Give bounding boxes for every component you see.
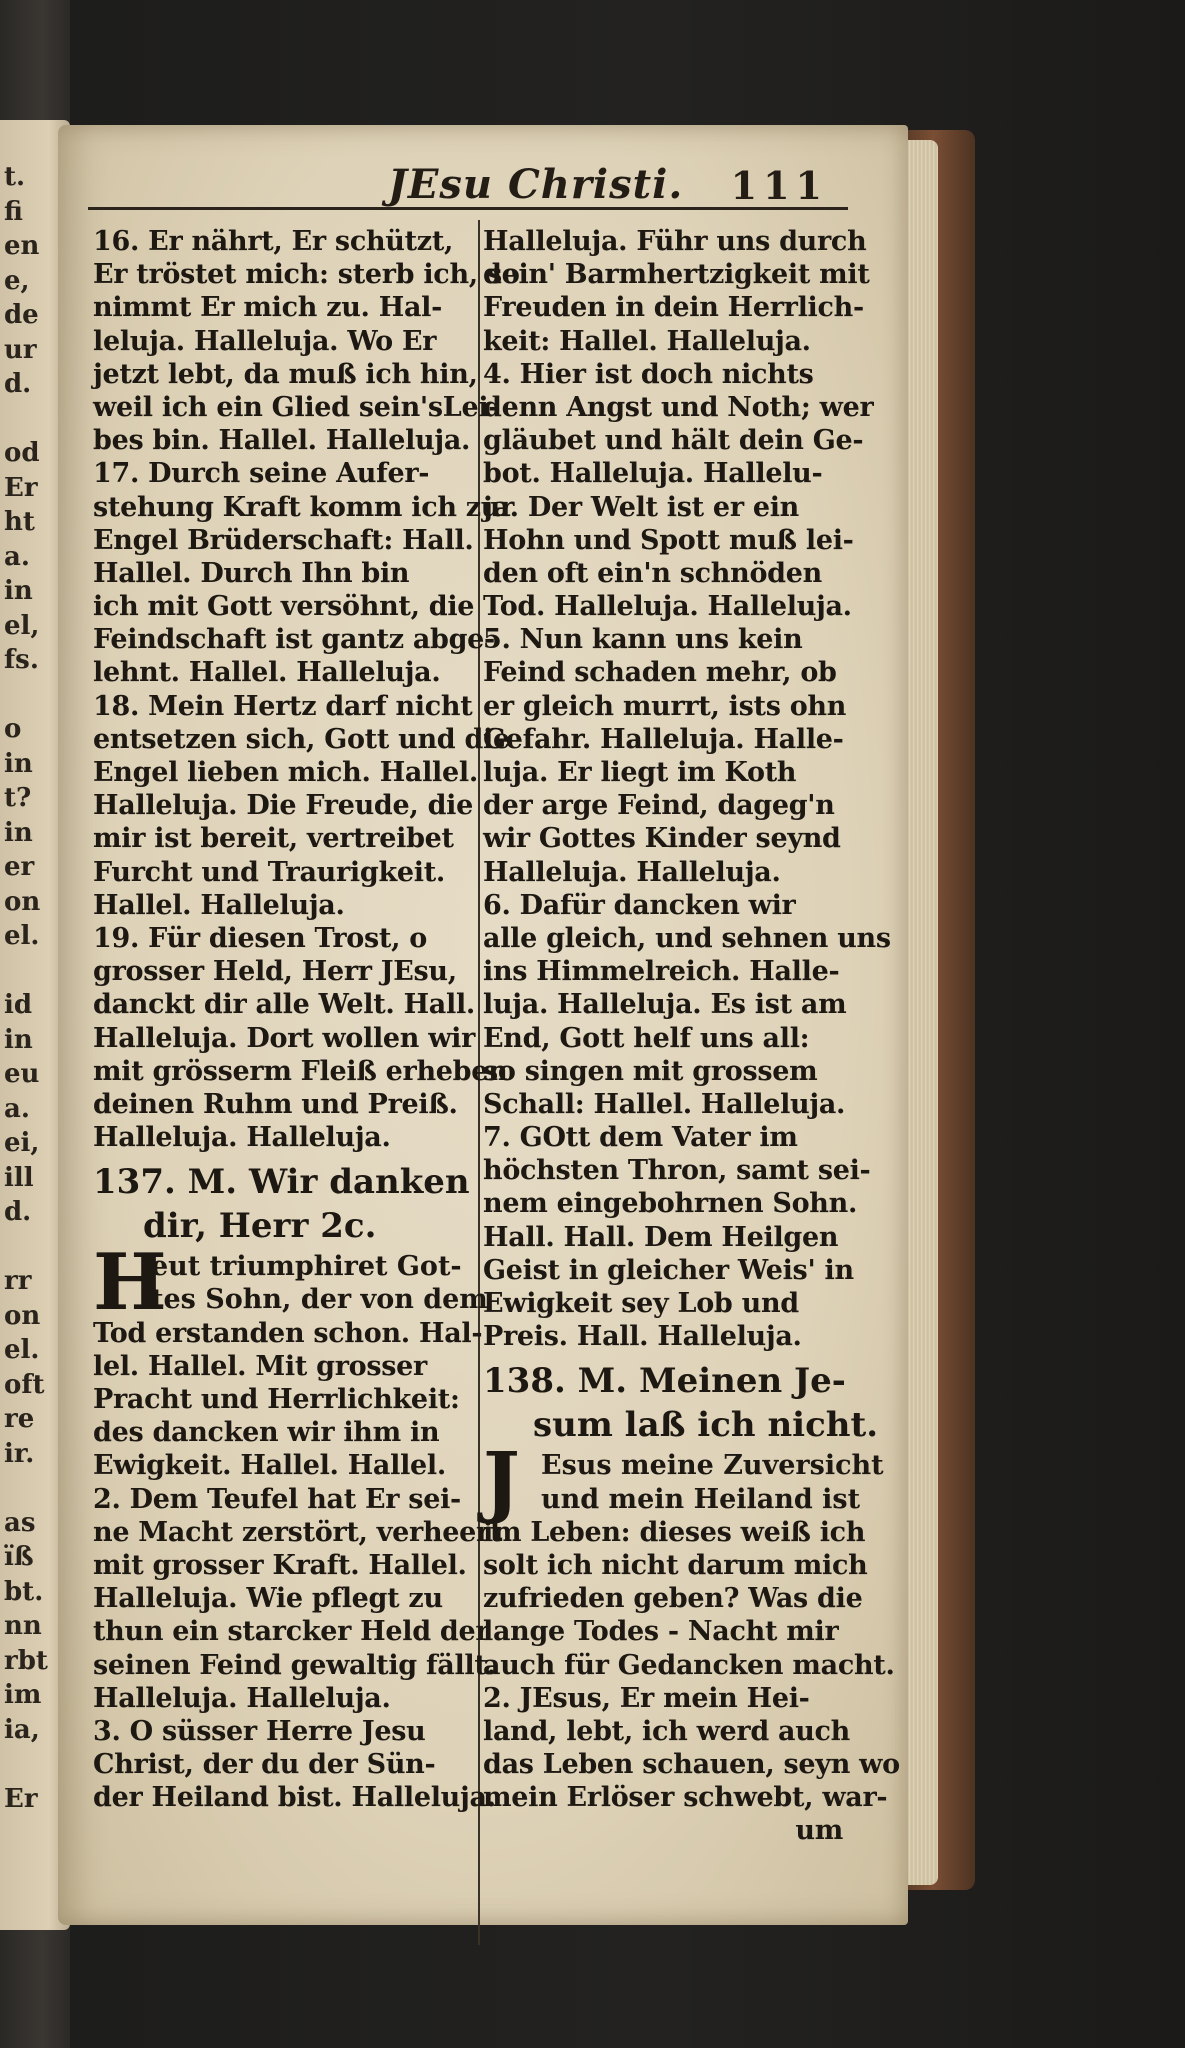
text-line: 6. Dafür dancken wir bbox=[483, 889, 796, 921]
text-line: Christ, der du der Sün- bbox=[93, 1749, 436, 1781]
text-line: stehung Kraft komm ich zur bbox=[93, 491, 515, 523]
text-line: land, lebt, ich werd auch bbox=[483, 1715, 850, 1747]
text-line: ins Himmelreich. Halle- bbox=[483, 956, 840, 988]
left-page-fragment: ht bbox=[4, 507, 35, 537]
text-line: ja. Der Welt ist er ein bbox=[483, 491, 800, 523]
drop-cap: J bbox=[483, 1436, 520, 1528]
left-page-fragment: im bbox=[4, 1680, 42, 1710]
text-line: leluja. Halleluja. Wo Er bbox=[93, 325, 437, 357]
left-page-fragment: t. bbox=[4, 162, 26, 192]
text-line: mein Erlöser schwebt, war- bbox=[483, 1782, 888, 1814]
text-line: 17. Durch seine Aufer- bbox=[93, 458, 430, 490]
text-line: tes Sohn, der von dem bbox=[151, 1284, 488, 1316]
left-page-fragment: t? bbox=[4, 783, 32, 813]
text-line: Hallel. Durch Ihn bin bbox=[93, 557, 410, 589]
text-line: Ewigkeit sey Lob und bbox=[483, 1288, 799, 1319]
text-line: dein' Barmhertzigkeit mit bbox=[483, 259, 870, 291]
book-page bbox=[58, 125, 908, 1925]
text-line: das Leben schauen, seyn wo bbox=[483, 1749, 900, 1781]
text-line: ne Macht zerstört, verheert bbox=[93, 1516, 503, 1548]
text-line: Halleluja. Wie pflegt zu bbox=[93, 1583, 443, 1615]
left-page-fragment: el, bbox=[4, 610, 40, 641]
left-page-fragment: nn bbox=[4, 1611, 42, 1641]
left-page-fragment: od bbox=[4, 438, 40, 468]
text-line: ich mit Gott versöhnt, die bbox=[93, 591, 475, 623]
text-line: Halleluja. Halleluja. bbox=[483, 856, 781, 888]
left-page-fragment: de bbox=[4, 300, 39, 330]
text-line: entsetzen sich, Gott und die bbox=[93, 723, 510, 755]
left-page-fragment: a. bbox=[4, 1093, 30, 1124]
left-page-fragment: as bbox=[4, 1507, 36, 1538]
text-line: mit grosser Kraft. Hallel. bbox=[93, 1549, 467, 1581]
text-line: gläubet und hält dein Ge- bbox=[483, 425, 864, 457]
left-page-fragment: in bbox=[4, 817, 33, 848]
text-line: 16. Er nährt, Er schützt, bbox=[93, 226, 454, 257]
left-page-fragment: re bbox=[4, 1404, 35, 1434]
text-line: denn Angst und Noth; wer bbox=[483, 391, 874, 423]
drop-cap: H bbox=[93, 1237, 167, 1329]
text-line: so singen mit grossem bbox=[483, 1055, 818, 1087]
left-page-fragment: Er bbox=[4, 472, 38, 503]
left-page-fragment: in bbox=[4, 748, 33, 779]
text-line: des dancken wir ihm in bbox=[93, 1417, 440, 1449]
text-line: mit grösserm Fleiß erheben bbox=[93, 1055, 508, 1087]
text-line: solt ich nicht darum mich bbox=[483, 1549, 868, 1581]
text-line: lange Todes - Nacht mir bbox=[483, 1616, 839, 1648]
left-page-fragment: e, bbox=[4, 265, 30, 296]
left-page-fragment: d. bbox=[4, 1197, 32, 1227]
text-line: 19. Für diesen Trost, o bbox=[93, 922, 427, 954]
text-line: 2. JEsus, Er mein Hei- bbox=[483, 1682, 810, 1714]
text-line: Engel lieben mich. Hallel. bbox=[93, 757, 478, 788]
text-line: Freuden in dein Herrlich- bbox=[483, 292, 864, 324]
text-line: Hallel. Halleluja. bbox=[93, 889, 345, 921]
text-line: 3. O süsser Herre Jesu bbox=[93, 1715, 426, 1747]
left-page-fragment: ill bbox=[4, 1162, 34, 1193]
left-page-fragment: er bbox=[4, 852, 35, 882]
text-line: Tod. Halleluja. Halleluja. bbox=[483, 591, 852, 623]
left-page-fragment: oft bbox=[4, 1369, 45, 1400]
text-line: 5. Nun kann uns kein bbox=[483, 624, 803, 656]
text-line: seinen Feind gewaltig fällt. bbox=[93, 1649, 496, 1681]
text-line: 4. Hier ist doch nichts bbox=[483, 358, 814, 390]
left-page-fragment: eu bbox=[4, 1059, 40, 1089]
text-line: Er tröstet mich: sterb ich, so bbox=[93, 259, 520, 291]
right-column bbox=[483, 225, 900, 1848]
text-line: luja. Er liegt im Koth bbox=[483, 757, 797, 788]
page-header bbox=[118, 155, 908, 215]
text-line: Gefahr. Halleluja. Halle- bbox=[483, 723, 844, 755]
left-page-fragment: ia, bbox=[4, 1714, 40, 1745]
text-line: Halleluja. Halleluja. bbox=[93, 1122, 391, 1154]
left-page-fragment: bt. bbox=[4, 1576, 44, 1607]
running-title: JEsu Christi. bbox=[388, 161, 684, 208]
page-number: 111 bbox=[730, 163, 828, 208]
text-line: deinen Ruhm und Preiß. bbox=[93, 1088, 458, 1120]
text-line: eut triumphiret Got- bbox=[151, 1251, 462, 1283]
left-page-fragment: el. bbox=[4, 1335, 40, 1365]
text-line: zufrieden geben? Was die bbox=[483, 1583, 863, 1615]
hymn-title-138: 138. M. Meinen Je- bbox=[483, 1361, 846, 1402]
left-page-fragment: rr bbox=[4, 1266, 32, 1296]
left-page-fragment: fi bbox=[4, 196, 23, 227]
left-page-fragment: en bbox=[4, 231, 40, 261]
text-line: Tod erstanden schon. Hal- bbox=[93, 1317, 483, 1349]
text-line: Hohn und Spott muß lei- bbox=[483, 524, 854, 556]
text-line: 2. Dem Teufel hat Er sei- bbox=[93, 1483, 461, 1515]
left-page-fragment: on bbox=[4, 1300, 41, 1331]
text-line: Feind schaden mehr, ob bbox=[483, 657, 837, 689]
text-line: nimmt Er mich zu. Hal- bbox=[93, 292, 443, 324]
left-page-fragment: id bbox=[4, 990, 33, 1020]
left-page-fragment: ei, bbox=[4, 1128, 40, 1158]
left-page-fragment: o bbox=[4, 714, 22, 744]
text-line: nem eingebohrnen Sohn. bbox=[483, 1188, 858, 1220]
left-page-fragment: el. bbox=[4, 921, 40, 951]
catchword: um bbox=[795, 1815, 843, 1847]
left-page-fragment: rbt bbox=[4, 1645, 48, 1676]
text-line: Geist in gleicher Weis' in bbox=[483, 1254, 854, 1286]
left-page-fragment: ïß bbox=[4, 1542, 34, 1572]
text-line: 18. Mein Hertz darf nicht bbox=[93, 690, 473, 722]
text-line: Feindschaft ist gantz abge- bbox=[93, 624, 495, 656]
text-line: mir ist bereit, vertreibet bbox=[93, 823, 454, 855]
left-page-fragment: in bbox=[4, 576, 33, 606]
text-line: wir Gottes Kinder seynd bbox=[483, 823, 841, 855]
text-line: grosser Held, Herr JEsu, bbox=[93, 956, 457, 988]
text-line: 7. GOtt dem Vater im bbox=[483, 1122, 798, 1154]
text-line: höchsten Thron, samt sei- bbox=[483, 1155, 871, 1187]
hymn-title-137-cont: dir, Herr 2c. bbox=[143, 1206, 377, 1247]
text-line: lel. Hallel. Mit grosser bbox=[93, 1350, 427, 1382]
left-page-fragment: d. bbox=[4, 369, 32, 399]
text-line: Ewigkeit. Hallel. Hallel. bbox=[93, 1450, 446, 1482]
left-page-fragment: on bbox=[4, 886, 41, 917]
text-line: Halleluja. Führ uns durch bbox=[483, 226, 867, 257]
text-line: Engel Brüderschaft: Hall. bbox=[93, 524, 474, 556]
text-line: Halleluja. Halleluja. bbox=[93, 1682, 391, 1714]
text-line: weil ich ein Glied sein'sLei- bbox=[93, 391, 500, 423]
text-line: Pracht und Herrlichkeit: bbox=[93, 1384, 460, 1415]
text-line: Esus meine Zuversicht bbox=[541, 1450, 884, 1482]
left-page-fragment: ur bbox=[4, 334, 37, 365]
text-line: bot. Halleluja. Hallelu- bbox=[483, 458, 823, 490]
text-line: alle gleich, und sehnen uns bbox=[483, 922, 891, 954]
text-line: Halleluja. Dort wollen wir bbox=[93, 1022, 476, 1054]
left-page-fragment: in bbox=[4, 1024, 33, 1055]
left-page-fragment: a. bbox=[4, 541, 30, 572]
text-line: jetzt lebt, da muß ich hin, bbox=[93, 358, 478, 390]
left-column bbox=[93, 225, 520, 1814]
left-page-fragment: ir. bbox=[4, 1438, 35, 1469]
hymn-title-138-cont: sum laß ich nicht. bbox=[533, 1405, 879, 1446]
header-rule bbox=[88, 207, 848, 210]
text-line: er gleich murrt, ists ohn bbox=[483, 690, 847, 722]
text-line: thun ein starcker Held der bbox=[93, 1616, 490, 1648]
text-line: bes bin. Hallel. Halleluja. bbox=[93, 425, 471, 457]
text-line: Schall: Hallel. Halleluja. bbox=[483, 1088, 846, 1120]
text-line: auch für Gedancken macht. bbox=[483, 1649, 895, 1681]
text-line: keit: Hallel. Halleluja. bbox=[483, 325, 811, 357]
text-line: luja. Halleluja. Es ist am bbox=[483, 989, 847, 1021]
text-line: danckt dir alle Welt. Hall. bbox=[93, 989, 476, 1021]
text-line: Furcht und Traurigkeit. bbox=[93, 856, 445, 888]
left-page-fragment: fs. bbox=[4, 645, 39, 675]
text-line: der arge Feind, dageg'n bbox=[483, 790, 835, 822]
text-line: Hall. Hall. Dem Heilgen bbox=[483, 1221, 839, 1253]
text-line: und mein Heiland ist bbox=[541, 1483, 861, 1515]
text-line: den oft ein'n schnöden bbox=[483, 557, 822, 589]
text-line: der Heiland bist. Halleluja. bbox=[93, 1782, 496, 1814]
text-line: End, Gott helf uns all: bbox=[483, 1022, 810, 1054]
text-line: Preis. Hall. Halleluja. bbox=[483, 1321, 802, 1353]
text-line: im Leben: dieses weiß ich bbox=[483, 1516, 866, 1548]
left-page-fragment: Er bbox=[4, 1783, 38, 1814]
hymn-title-137: 137. M. Wir danken bbox=[93, 1162, 470, 1203]
text-line: Halleluja. Die Freude, die bbox=[93, 790, 473, 822]
text-line: lehnt. Hallel. Halleluja. bbox=[93, 657, 441, 689]
